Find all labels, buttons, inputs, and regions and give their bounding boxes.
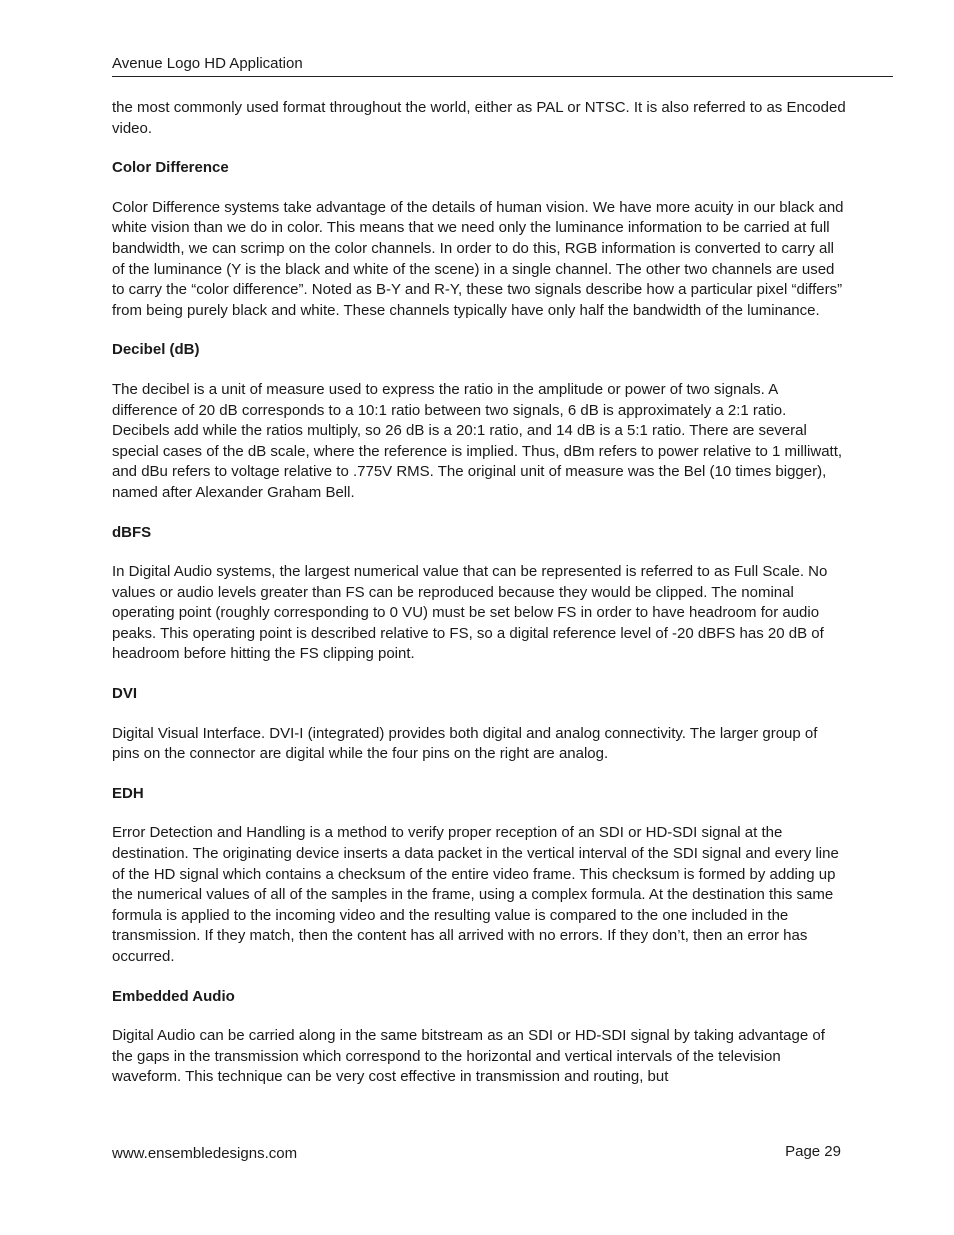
page-number: Page 29 <box>785 1143 841 1160</box>
section-body-dvi: Digital Visual Interface. DVI-I (integrated) provides both digital and analog connectivity. The larger group of pins on the connector are digital while the four pins on the right are analog. <box>112 724 818 763</box>
intro-paragraph: the most commonly used format throughout the world, either as PAL or NTSC. It is also referred to as Encoded video. <box>112 99 846 137</box>
footer-url: www.ensembledesigns.com <box>112 1145 298 1162</box>
section-body-decibel: The decibel is a unit of measure used to express the ratio in the amplitude or power of two signals. A difference of 20 dB corresponds to a 10:1 ratio between two signals, 6 dB is approximately a 2:1 ratio. Decibels add while the ratios multiply, so 26 dB is a 20:1 ratio, and 14 dB is a 5:1 ratio. There are several special cases of the dB scale, where the reference is implied. Thus, dBm refers to power relative to 1 milliwatt, and dBu refers to voltage relative to .775V RMS. The original unit of measure was the Bel (10 times bigger), named after Alexander Graham Bell. <box>112 380 843 501</box>
section-heading-dvi: DVI <box>112 685 138 703</box>
header-title: Avenue Logo HD Application <box>112 55 303 72</box>
section-body-embedded-audio: Digital Audio can be carried along in the same bitstream as an SDI or HD-SDI signal by taking advantage of the gaps in the transmission which correspond to the horizontal and vertical intervals of the television waveform. This technique can be very cost effective in transmission and routing, but <box>112 1027 825 1086</box>
section-heading-edh: EDH <box>112 784 144 802</box>
section-heading-dbfs: dBFS <box>112 523 152 541</box>
page-content <box>112 98 847 1107</box>
section-heading-embedded-audio: Embedded Audio <box>112 987 235 1005</box>
section-body-color-difference: Color Difference systems take advantage of the details of human vision. We have more acuity in our black and white vision than we do in color. This means that we need only the luminance information to be carried at full bandwidth, we can scrimp on the color channels. In order to do this, RGB information is converted to carry all of the luminance (Y is the black and white of the scene) in a single channel. The other two channels are used to carry the “color difference”. Noted as B-Y and R-Y, these two signals describe how a particular pixel “differs” from being purely black and white. These channels typically have only half the bandwidth of the luminance. <box>112 198 844 319</box>
section-heading-color-difference: Color Difference <box>112 159 229 177</box>
section-body-dbfs: In Digital Audio systems, the largest numerical value that can be represented is referred to as Full Scale. No values or audio levels greater than FS can be reproduced because they would be clipped. The nominal operating point (roughly corresponding to 0 VU) must be set below FS in order to have headroom for audio peaks. This operating point is described relative to FS, so a digital reference level of -20 dBFS has 20 dB of headroom before hitting the FS clipping point. <box>112 563 828 663</box>
section-body-edh: Error Detection and Handling is a method to verify proper reception of an SDI or HD-SDI signal at the destination. The originating device inserts a data packet in the vertical interval of the SDI signal and every line of the HD signal which contains a checksum of the entire video frame. This checksum is formed by adding up the numerical values of all of the samples in the frame, using a complex formula. At the destination this same formula is applied to the incoming video and the resulting value is compared to the one included in the transmission. If they match, then the content has all arrived with no errors. If they don’t, then an error has occurred. <box>112 824 839 965</box>
page-header <box>112 55 893 77</box>
section-heading-decibel: Decibel (dB) <box>112 341 200 359</box>
